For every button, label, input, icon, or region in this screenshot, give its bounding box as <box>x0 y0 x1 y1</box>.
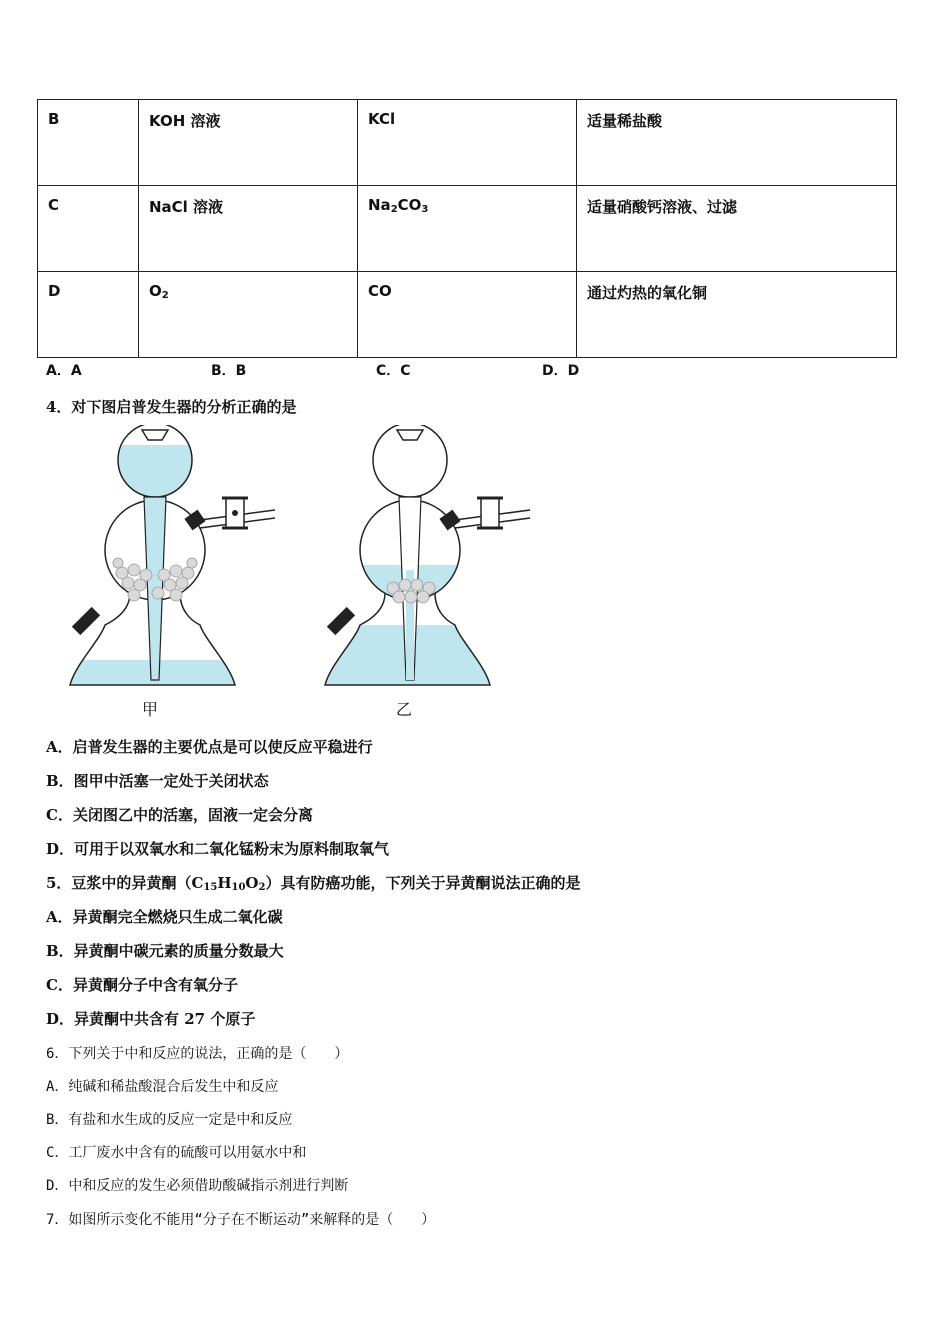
q5-option-d[interactable]: D．异黄酮中共含有 27 个原子 <box>46 1010 256 1028</box>
q6-stem: 6．下列关于中和反应的说法，正确的是（ ） <box>46 1046 349 1062</box>
q6-option-d[interactable]: D．中和反应的发生必须借助酸碱指示剂进行判断 <box>46 1178 349 1194</box>
q6-option-b[interactable]: B．有盐和水生成的反应一定是中和反应 <box>46 1112 293 1128</box>
q4-option-c[interactable]: C．关闭图乙中的活塞，固液一定会分离 <box>46 806 313 824</box>
impurity-cell: $Na_2CO_3$ <box>358 186 577 272</box>
q5-option-c[interactable]: C．异黄酮分子中含有氧分子 <box>46 976 238 994</box>
kipp-left <box>60 425 275 690</box>
substance-cell: KOH 溶液 <box>139 100 358 186</box>
impurity-cell: CO <box>358 272 577 358</box>
q3-option-a[interactable]: A．A <box>46 363 82 379</box>
q5-option-a[interactable]: A．异黄酮完全燃烧只生成二氧化碳 <box>46 908 283 926</box>
figure-label-right: 乙 <box>396 700 413 719</box>
method-cell: 适量稀盐酸 <box>577 100 897 186</box>
q4-option-a[interactable]: A．启普发生器的主要优点是可以使反应平稳进行 <box>46 738 373 756</box>
q6-option-a[interactable]: A．纯碱和稀盐酸混合后发生中和反应 <box>46 1079 279 1095</box>
q5-stem: 5．豆浆中的异黄酮$(C_{15}H_{10}O_2)$具有防癌功能，下列关于异黄酮说法正确的是 <box>46 874 581 893</box>
option-cell: B <box>38 100 139 186</box>
q4-option-b[interactable]: B．图甲中活塞一定处于关闭状态 <box>46 772 269 790</box>
table-row <box>38 272 897 358</box>
impurity-cell: KCl <box>358 100 577 186</box>
substance-cell: $O_2$ <box>139 272 358 358</box>
table-row <box>38 186 897 272</box>
q3-option-d[interactable]: D．D <box>542 363 580 379</box>
option-cell: D <box>38 272 139 358</box>
method-cell: 通过灼热的氧化铜 <box>577 272 897 358</box>
kipp-generator-figure <box>60 425 540 695</box>
option-cell: C <box>38 186 139 272</box>
q7-stem: 7．如图所示变化不能用“分子在不断运动”来解释的是（ ） <box>46 1212 436 1228</box>
q5-option-b[interactable]: B．异黄酮中碳元素的质量分数最大 <box>46 942 284 960</box>
q4-stem: 4．对下图启普发生器的分析正确的是 <box>46 398 297 416</box>
q6-option-c[interactable]: C．工厂废水中含有的硫酸可以用氨水中和 <box>46 1145 307 1161</box>
method-cell: 适量硝酸钙溶液、过滤 <box>577 186 897 272</box>
table-row <box>38 100 897 186</box>
kipp-right <box>315 425 530 690</box>
substance-cell: NaCl 溶液 <box>139 186 358 272</box>
q3-option-b[interactable]: B．B <box>211 363 247 379</box>
figure-label-left: 甲 <box>142 700 159 719</box>
q3-option-c[interactable]: C．C <box>376 363 411 379</box>
q4-option-d[interactable]: D．可用于以双氧水和二氧化锰粉末为原料制取氧气 <box>46 840 390 858</box>
reagent-table <box>37 99 897 358</box>
